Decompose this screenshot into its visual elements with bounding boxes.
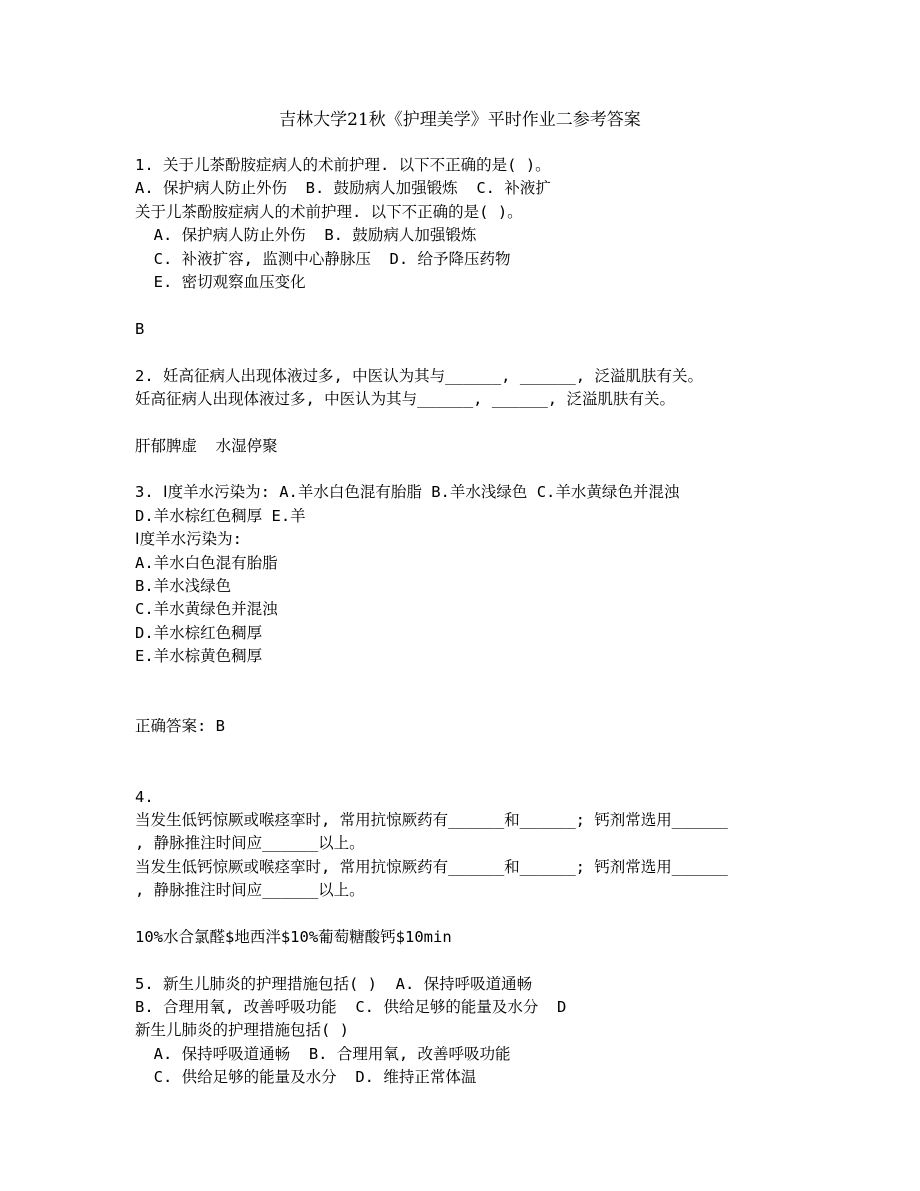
question-3 (135, 481, 795, 785)
question-line: 4. (135, 787, 154, 806)
answer-line: 正确答案: B (135, 717, 225, 736)
question-line: E. 密切观察血压变化 (135, 272, 306, 291)
question-line: A.羊水白色混有胎脂 (135, 553, 278, 572)
question-5 (135, 973, 795, 1090)
question-line: , 静脉推注时间应______以上。 (135, 834, 365, 853)
question-line: C. 供给足够的能量及水分 D. 维持正常体温 (135, 1068, 477, 1087)
answer-line: 10%水合氯醛$地西泮$10%葡萄糖酸钙$10min (135, 927, 452, 946)
question-line: C.羊水黄绿色并混浊 (135, 600, 278, 619)
question-line: 新生儿肺炎的护理措施包括( ) (135, 1021, 349, 1040)
question-line: , 静脉推注时间应______以上。 (135, 881, 365, 900)
answer-line: B (135, 319, 145, 338)
question-line: D.羊水棕红色稠厚 E.羊 (135, 506, 306, 525)
question-1 (135, 154, 795, 365)
question-line: C. 补液扩容, 监测中心静脉压 D. 给予降压药物 (135, 249, 511, 268)
document-body (135, 154, 795, 1090)
document-title: 吉林大学21秋《护理美学》平时作业二参考答案 (279, 110, 641, 130)
question-line: 3. Ⅰ度羊水污染为: A.羊水白色混有胎脂 B.羊水浅绿色 C.羊水黄绿色并混浊 (135, 483, 680, 502)
question-line: 5. 新生儿肺炎的护理措施包括( ) A. 保持呼吸道通畅 (135, 974, 533, 993)
question-line: A. 保护病人防止外伤 B. 鼓励病人加强锻炼 C. 补液扩 (135, 179, 551, 198)
question-line: 1. 关于儿茶酚胺症病人的术前护理. 以下不正确的是( )。 (135, 156, 551, 174)
question-line: 当发生低钙惊厥或喉痉挛时, 常用抗惊厥药有______和______; 钙剂常选用______ (135, 810, 728, 829)
question-line: B.羊水浅绿色 (135, 577, 232, 596)
question-line: E.羊水棕黄色稠厚 (135, 647, 263, 666)
question-4 (135, 786, 795, 973)
question-line: B. 合理用氧, 改善呼吸功能 C. 供给足够的能量及水分 D (135, 998, 567, 1017)
question-line: 关于儿茶酚胺症病人的术前护理. 以下不正确的是( )。 (135, 202, 523, 221)
answer-line: 肝郁脾虚 水湿停聚 (135, 436, 278, 455)
question-line: A. 保持呼吸道通畅 B. 合理用氧, 改善呼吸功能 (135, 1044, 511, 1063)
question-line: 当发生低钙惊厥或喉痉挛时, 常用抗惊厥药有______和______; 钙剂常选用______ (135, 857, 728, 876)
question-2 (135, 365, 795, 482)
question-line: 2. 妊高征病人出现体液过多, 中医认为其与______, ______, 泛溢肌肤有关。 (135, 366, 703, 385)
question-line: Ⅰ度羊水污染为: (135, 530, 242, 549)
question-line: D.羊水棕红色稠厚 (135, 623, 263, 642)
question-line: 妊高征病人出现体液过多, 中医认为其与______, ______, 泛溢肌肤有关。 (135, 389, 675, 408)
question-line: A. 保护病人防止外伤 B. 鼓励病人加强锻炼 (135, 226, 477, 245)
